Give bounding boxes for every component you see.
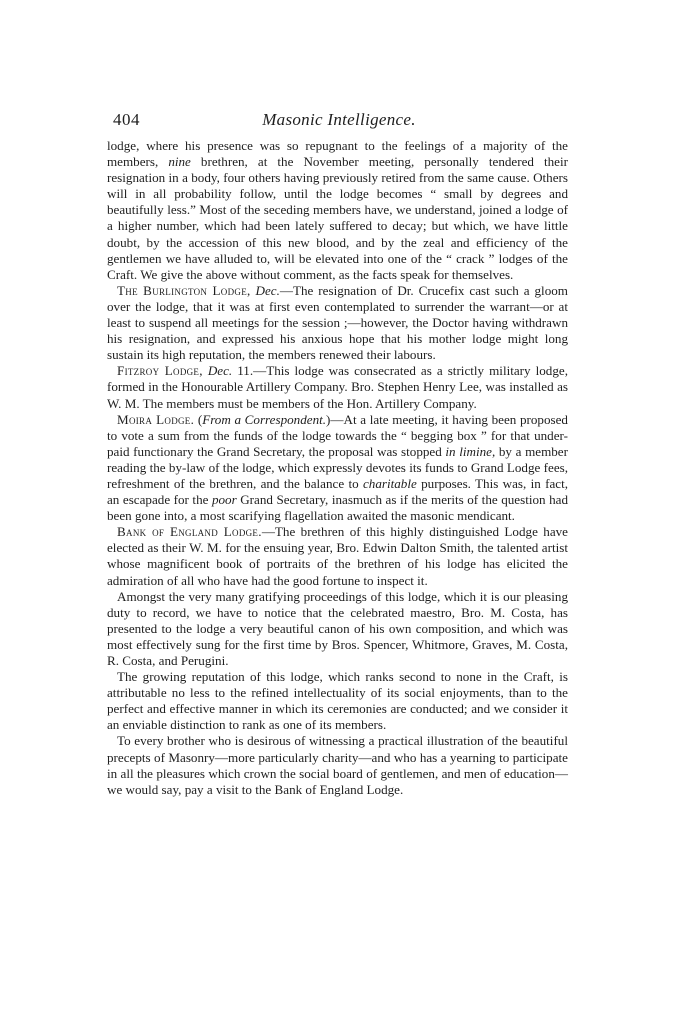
text-run: nine <box>168 154 191 170</box>
text-run: )—At a late meeting, it having been proposed to vote a sum from the funds of the lodge towards the “ begging box ” for that under-paid functionary the Grand Secretary, the proposal was stopped <box>107 411 568 459</box>
section-heading: Bank of England Lodge. <box>117 524 262 540</box>
paragraph <box>107 138 568 283</box>
section-heading: The Burlington Lodge, <box>117 282 251 298</box>
text-run: charitable <box>362 475 417 491</box>
text-run: Grand Secretary, inasmuch as if the merits of the question had been gone into, a most scarifying flagellation awaited the masonic mendicant. <box>107 492 568 524</box>
paragraph <box>107 412 568 525</box>
text-run: lodge, where his presence was so repugnant to the feelings of a majority of the members, <box>107 138 568 170</box>
text-run: From a Correspondent. <box>202 411 327 427</box>
text-run: in limine, <box>445 443 496 459</box>
text-run: purposes. This was, in fact, an escapade for the <box>107 475 568 508</box>
paragraph <box>107 363 568 411</box>
text-run: The growing reputation of this lodge, which ranks second to none in the Craft, is attributable no less to the refined intellectuality of its social enjoyments, than to the perfect and effective manner in which its ceremonies are conducted; and we consider it an enviable distinction to rank as one of its members. <box>107 669 568 733</box>
paragraph <box>107 524 568 588</box>
page-header <box>113 110 565 132</box>
text-run: Dec. <box>207 363 233 379</box>
text-run: To every brother who is desirous of witnessing a practical illustration of the beautiful precepts of Masonry—more particularly charity—and who has a yearning to participate in all the pleasures which crown the social board of gentlemen, and men of education—we would say, pay a visit to the Bank of England Lodge. <box>107 733 568 797</box>
text-run: by a member reading the by-law of the lodge, which expressly devotes its funds to Grand Lodge fees, refreshment of the brethren, and the balance to <box>107 443 568 491</box>
running-title: Masonic Intelligence. <box>262 110 416 129</box>
text-run: —The resignation of Dr. Crucefix cast such a gloom over the lodge, that it was at first even contemplated to surrender the warrant—or at least to suspend all meetings for the session ;—however, the Doctor having withdrawn his resignation, and expressed his anxious hope that his mother lodge might long sustain its high reputation, the members renewed their labours. <box>107 282 568 363</box>
paragraph <box>107 283 568 363</box>
article-body <box>107 138 568 798</box>
paragraph <box>107 733 568 797</box>
text-run: 11.—This lodge was consecrated as a strictly military lodge, formed in the Honourable Artillery Company. Bro. Stephen Henry Lee, was installed as W. M. The members must be members of the Hon. Artillery Company. <box>107 363 568 411</box>
paragraph <box>107 669 568 733</box>
text-run: Dec. <box>255 282 280 298</box>
text-run: ( <box>194 411 203 427</box>
text-run: —The brethren of this highly distinguished Lodge have elected as their W. M. for the ensuing year, Bro. Edwin Dalton Smith, the talented artist whose magnificent book of portraits of the brethren of his lodge has elicited the admiration of all who have had the good fortune to inspect it. <box>107 524 568 588</box>
paragraph <box>107 589 568 669</box>
text-run: poor <box>211 492 237 508</box>
text-run: Amongst the very many gratifying proceedings of this lodge, which it is our pleasing duty to record, we have to notice that the celebrated maestro, Bro. M. Costa, has presented to the lodge a very beautiful canon of his own composition, and which was most effectively sung for the first time by Bros. Spencer, Whitmore, Graves, M. Costa, R. Costa, and Perugini. <box>107 588 568 668</box>
page-number: 404 <box>113 110 140 129</box>
section-heading: Moira Lodge. <box>117 411 195 427</box>
section-heading: Fitzroy Lodge, <box>117 363 203 379</box>
text-run: brethren, at the November meeting, personally tendered their resignation in a body, four others having previously retired from the same cause. Others will in all probability follow, until the lodge becomes “ small by degrees and beautifully less.” Most of the seceding members have, we understand, joined a lodge of a higher number, which had been lately suffered to decay; but which, we have little doubt, by the accession of this new blood, and by the zeal and efficiency of the gentlemen we have alluded to, will be elevated into one of the “ crack ” lodges of the Craft. We give the above without comment, as the facts speak for themselves. <box>107 154 568 282</box>
